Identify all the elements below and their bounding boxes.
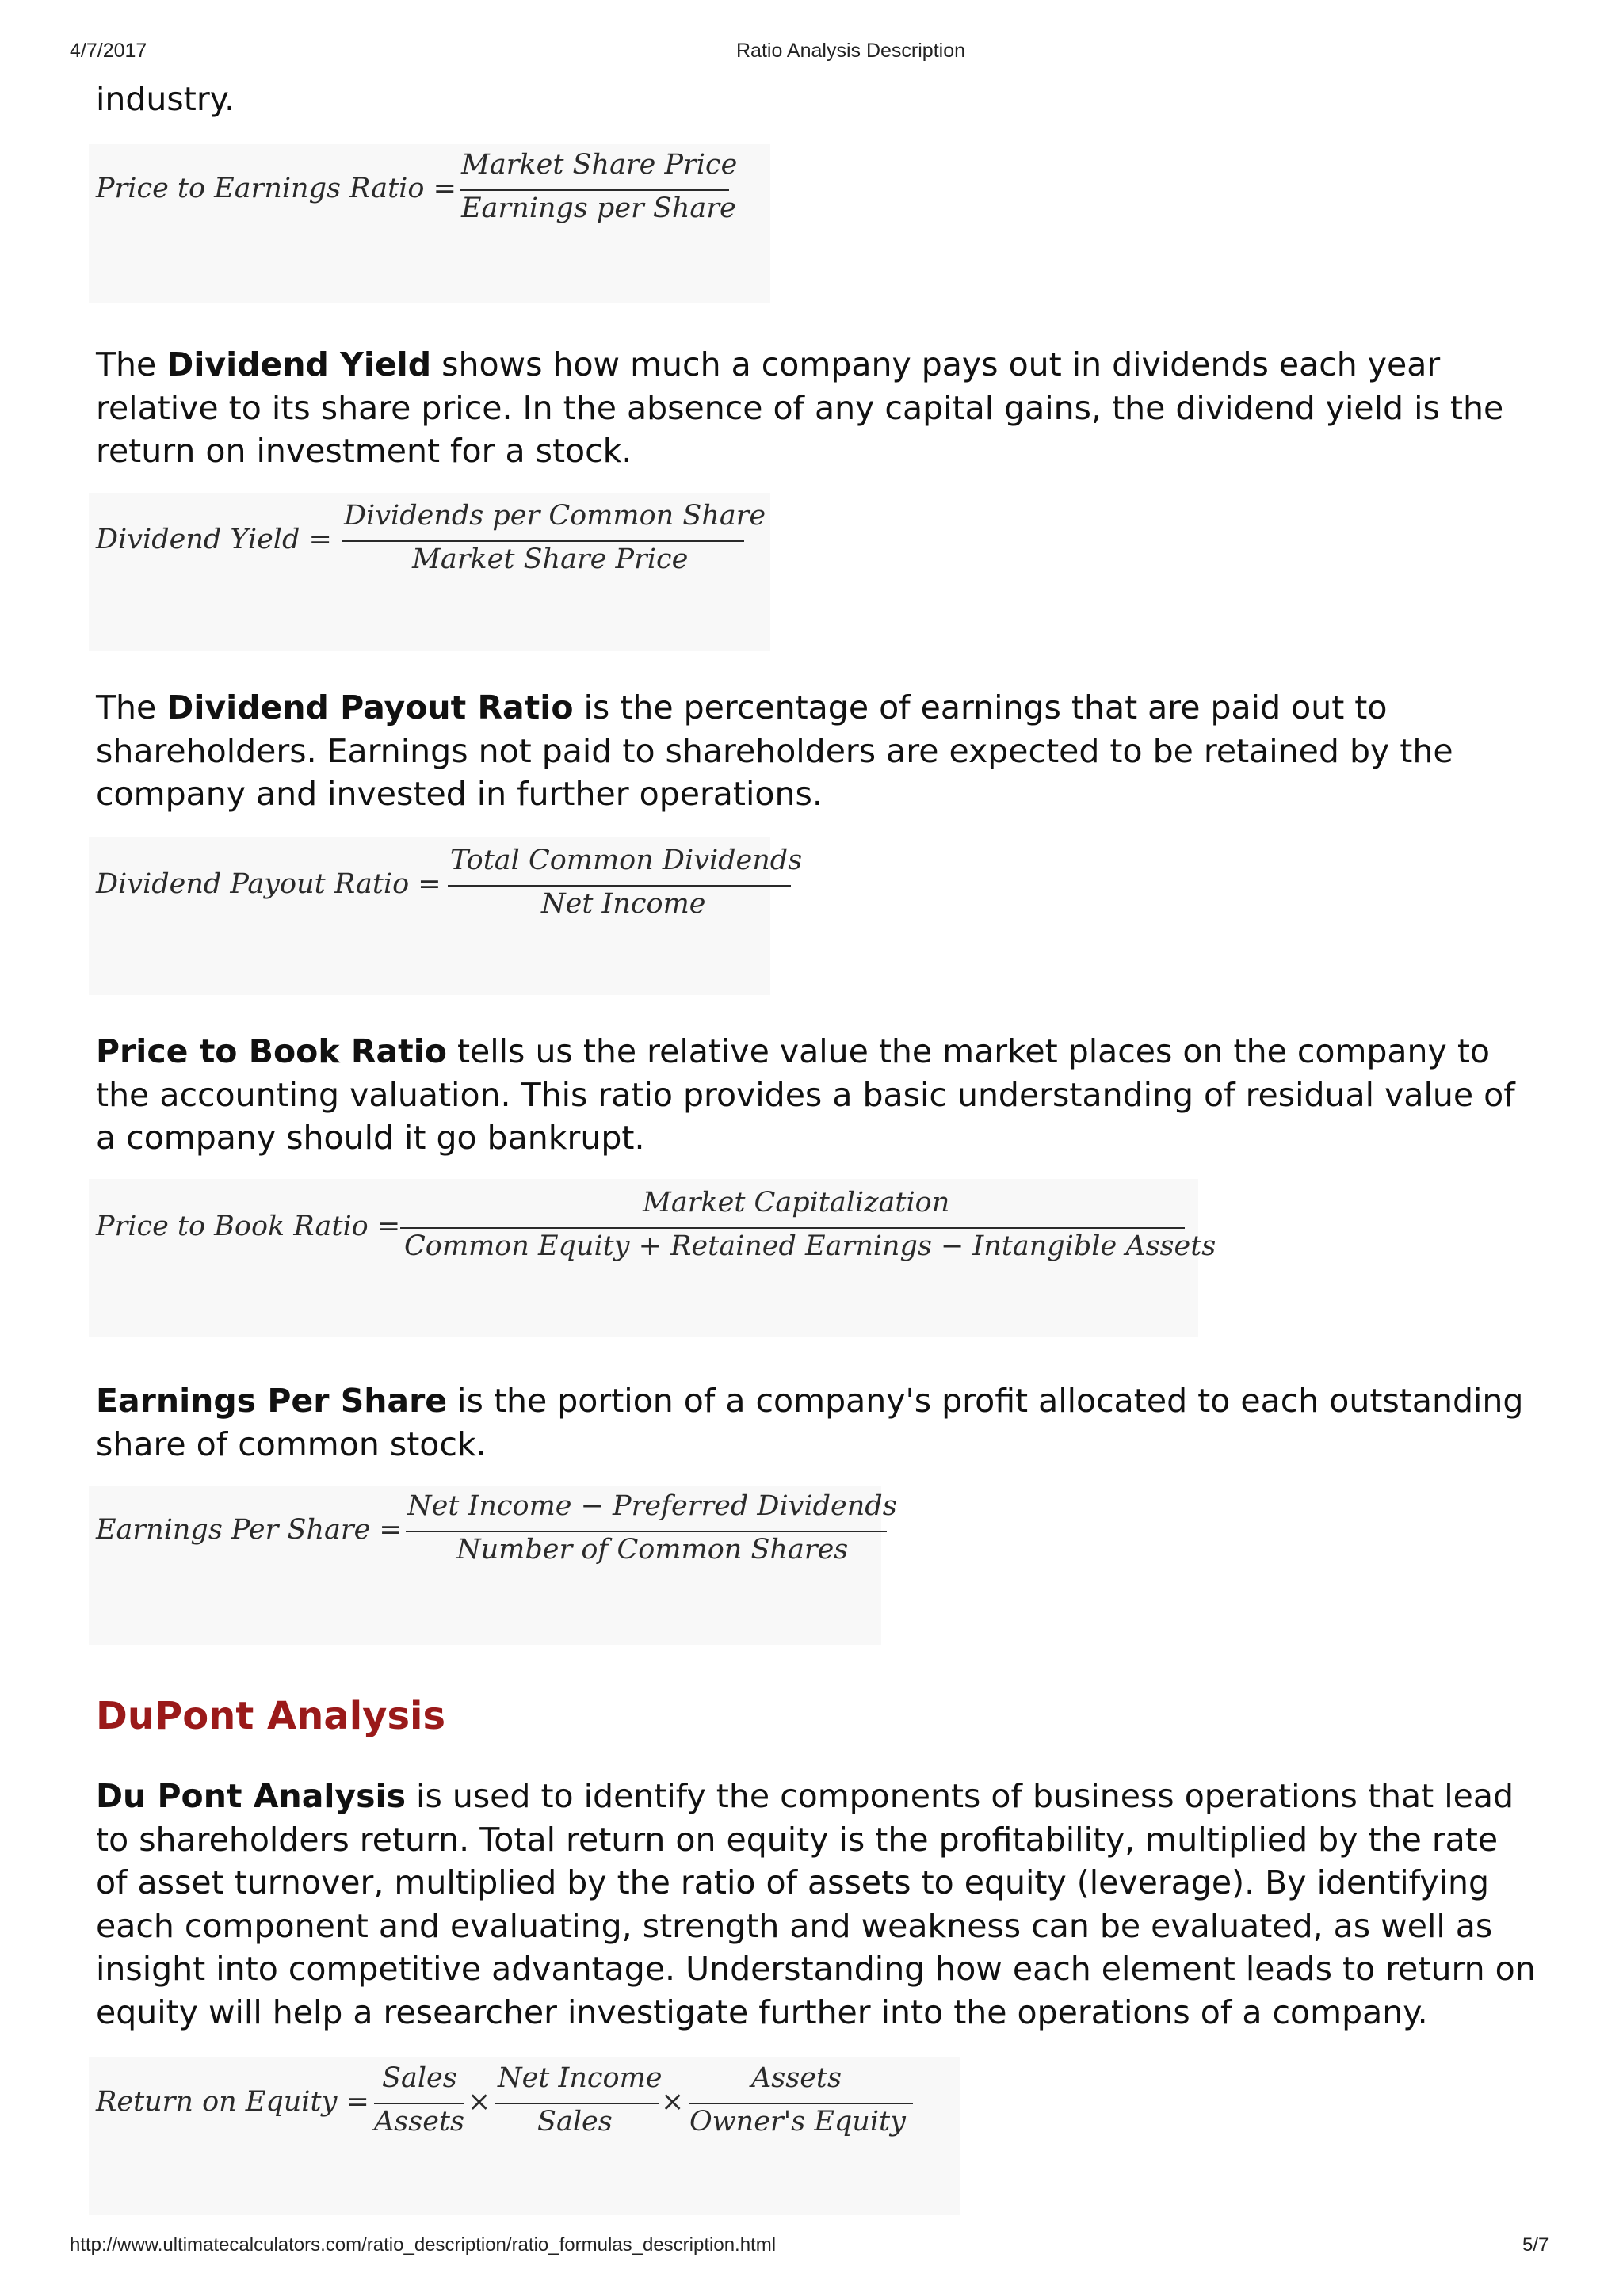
dp-text: is the percentage of earnings that are paid out to shareholders. Earnings not paid to shareholders are expected to be retained by the company and invested in further operations.: [96, 688, 1453, 813]
dupont-formula: [89, 2057, 960, 2215]
ptb-lhs: Price to Book Ratio =: [96, 1211, 401, 1242]
ptb-term: Price to Book Ratio: [96, 1032, 447, 1070]
roe-f1-denominator: Assets: [374, 2106, 464, 2138]
dividend-payout-formula: [89, 837, 803, 995]
dy-term: Dividend Yield: [166, 345, 432, 383]
dupont-heading: DuPont Analysis: [96, 1694, 446, 1738]
eps-text: is the portion of a company's profit allocated to each outstanding share of common stock.: [96, 1382, 1524, 1463]
dividend-yield-formula: [89, 493, 770, 651]
dupont-term: Du Pont Analysis: [96, 1777, 407, 1815]
ptb-fraction-bar: [400, 1227, 1185, 1229]
dividend-payout-paragraph: [96, 686, 1538, 816]
roe-times-2: ×: [661, 2086, 685, 2118]
dy-lhs: Dividend Yield =: [96, 524, 332, 555]
roe-f1-numerator: Sales: [382, 2062, 457, 2094]
roe-times-1: ×: [468, 2086, 491, 2118]
pe-lhs: Price to Earnings Ratio =: [96, 173, 456, 204]
eps-term: Earnings Per Share: [96, 1382, 448, 1420]
dy-denominator: Market Share Price: [412, 543, 689, 575]
print-title: Ratio Analysis Description: [736, 40, 966, 62]
price-to-book-paragraph: [96, 1030, 1538, 1160]
pe-denominator: Earnings per Share: [461, 193, 736, 224]
dy-pre: The: [96, 345, 167, 383]
dp-pre: The: [96, 688, 167, 727]
roe-f2-fraction-bar: [495, 2103, 659, 2104]
dy-fraction-bar: [342, 540, 744, 542]
dp-term: Dividend Payout Ratio: [166, 688, 574, 727]
roe-f2-numerator: Net Income: [498, 2062, 663, 2094]
source-url: http://www.ultimatecalculators.com/ratio_description/ratio_formulas_description.html: [70, 2234, 777, 2256]
dy-numerator: Dividends per Common Share: [344, 500, 766, 532]
ptb-text: tells us the relative value the market places on the company to the accounting valuation. This ratio provides a basic understanding of residual value of a company should it go bankrupt.: [96, 1032, 1515, 1157]
pe-numerator: Market Share Price: [461, 149, 738, 181]
eps-lhs: Earnings Per Share =: [96, 1514, 403, 1546]
roe-f3-fraction-bar: [689, 2103, 913, 2104]
dy-text: shows how much a company pays out in dividends each year relative to its share price. In the absence of any capital gains, the dividend yield is the return on investment for a stock.: [96, 345, 1504, 470]
roe-f3-denominator: Owner's Equity: [689, 2106, 906, 2138]
pe-formula: [89, 144, 770, 303]
eps-formula: [89, 1486, 897, 1645]
intro-fragment: industry.: [96, 80, 235, 118]
dividend-yield-paragraph: [96, 343, 1538, 473]
dupont-text: is used to identify the components of business operations that lead to shareholders return. Total return on equity is the profitability, multiplied by the rate of asset turnover, multiplied by the ratio of assets to equity (leverage). By identifying each component and evaluating, strength and weakness can be evaluated, as well as insight into competitive advantage. Understanding how each element leads to return on equity will help a researcher investigate further into the operations of a company.: [96, 1777, 1536, 2031]
eps-paragraph: [96, 1379, 1538, 1466]
eps-fraction-bar: [406, 1531, 887, 1532]
price-to-book-formula: [89, 1179, 1216, 1337]
roe-f1-fraction-bar: [374, 2103, 464, 2104]
ptb-numerator: Market Capitalization: [643, 1187, 950, 1219]
roe-lhs: Return on Equity =: [96, 2086, 369, 2118]
roe-f3-numerator: Assets: [751, 2062, 842, 2094]
ptb-denominator: Common Equity + Retained Earnings − Intangible Assets: [404, 1230, 1216, 1262]
pe-fraction-bar: [460, 189, 729, 191]
eps-denominator: Number of Common Shares: [456, 1534, 849, 1566]
dp-denominator: Net Income: [541, 888, 706, 920]
print-date: 4/7/2017: [70, 40, 147, 62]
roe-f2-denominator: Sales: [537, 2106, 613, 2138]
eps-numerator: Net Income − Preferred Dividends: [407, 1490, 897, 1522]
dp-fraction-bar: [448, 885, 791, 887]
dp-lhs: Dividend Payout Ratio =: [96, 868, 441, 900]
dupont-paragraph: [96, 1775, 1538, 2034]
page-number: 5/7: [1522, 2234, 1549, 2256]
dp-numerator: Total Common Dividends: [450, 845, 803, 876]
